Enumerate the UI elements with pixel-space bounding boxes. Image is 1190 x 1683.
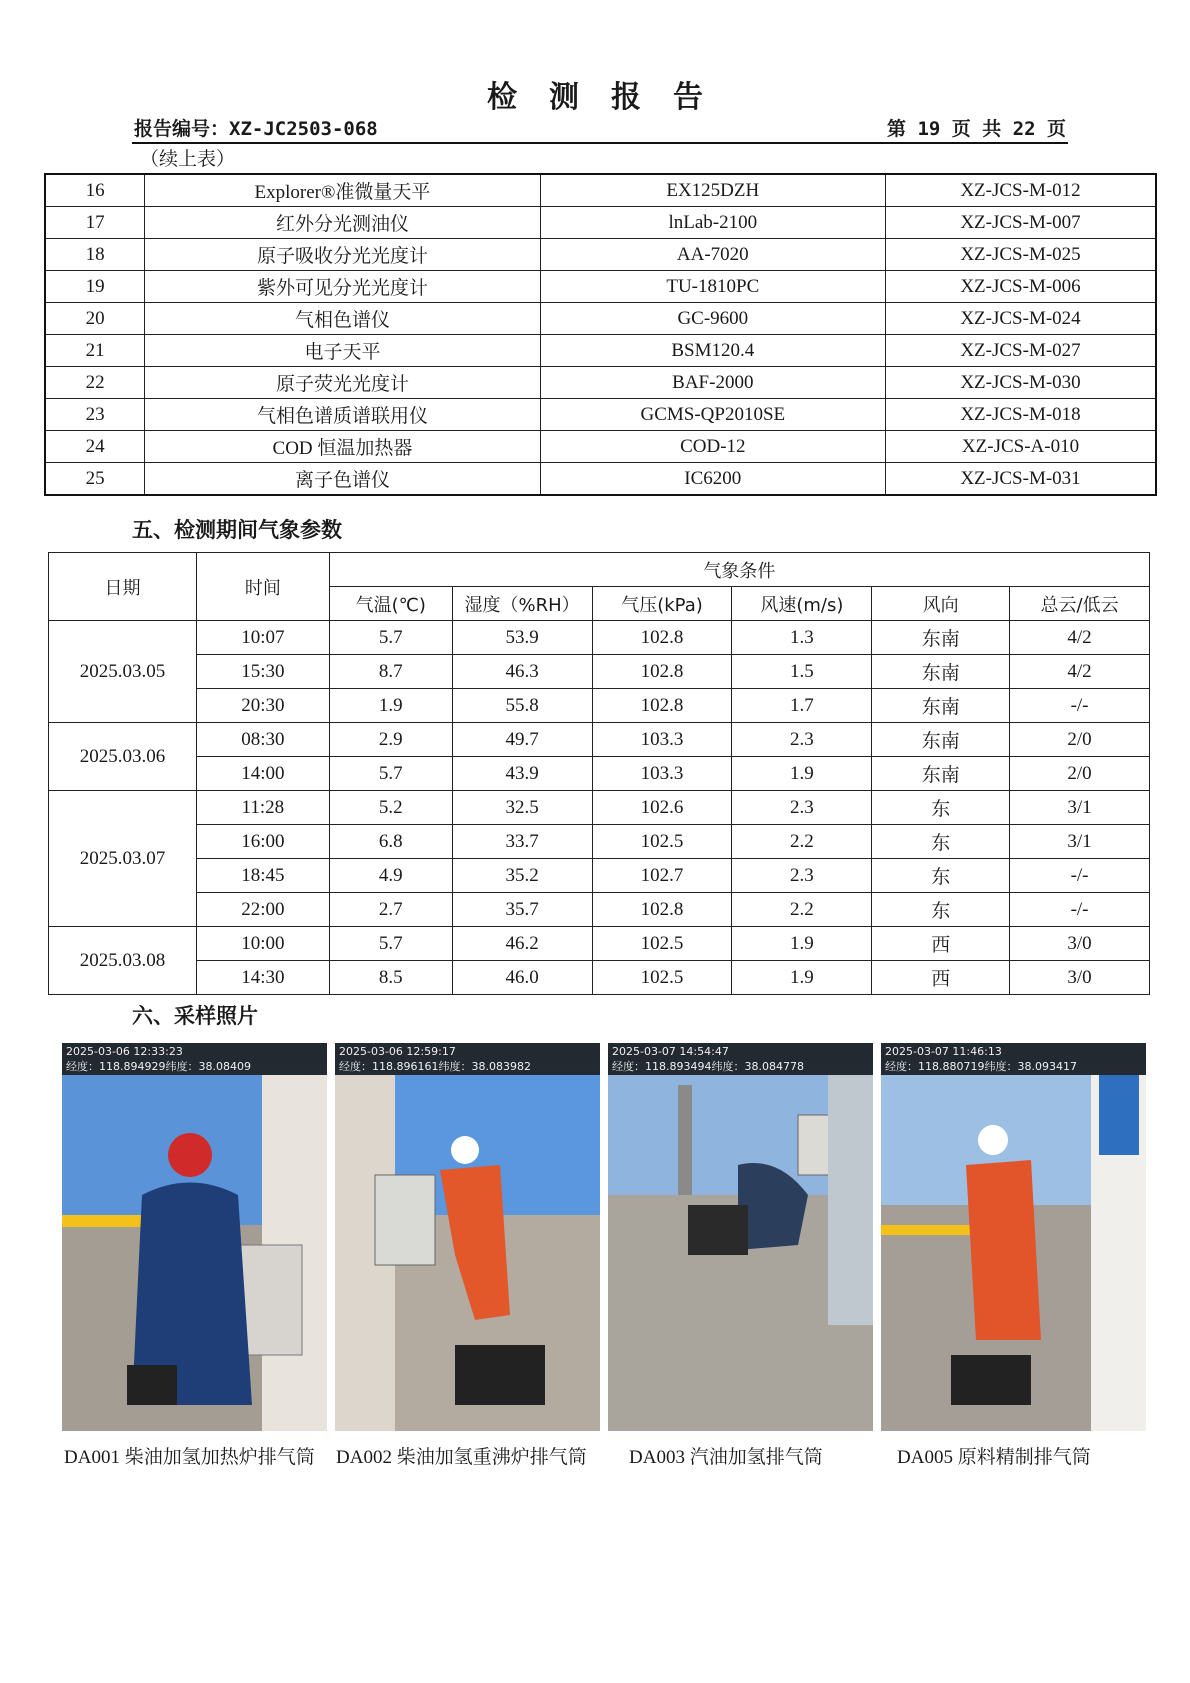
cell-time: 18:45 — [196, 859, 329, 893]
header-weather-group: 气象条件 — [329, 553, 1149, 587]
header-time: 时间 — [196, 553, 329, 621]
equipment-model: AA-7020 — [540, 239, 885, 271]
cell-wind-speed: 1.7 — [732, 689, 872, 723]
cell-wind-dir: 西 — [872, 961, 1010, 995]
equipment-model: BAF-2000 — [540, 367, 885, 399]
cell-wind-speed: 1.5 — [732, 655, 872, 689]
cell-time: 14:00 — [196, 757, 329, 791]
equipment-no: 25 — [45, 463, 145, 496]
cell-pressure: 102.8 — [592, 893, 732, 927]
cell-temp: 5.2 — [329, 791, 452, 825]
weather-row — [49, 655, 1150, 689]
cell-pressure: 102.8 — [592, 689, 732, 723]
photo-scene — [881, 1075, 1146, 1431]
header-humidity: 湿度（%RH） — [452, 587, 592, 621]
cell-time: 10:00 — [196, 927, 329, 961]
cell-cloud: 4/2 — [1010, 655, 1150, 689]
cell-humidity: 49.7 — [452, 723, 592, 757]
cell-cloud: 3/0 — [1010, 961, 1150, 995]
cell-cloud: 3/1 — [1010, 791, 1150, 825]
continued-note: （续上表） — [140, 148, 236, 170]
cell-wind-speed: 2.3 — [732, 723, 872, 757]
cell-humidity: 32.5 — [452, 791, 592, 825]
cell-time: 22:00 — [196, 893, 329, 927]
cell-wind-dir: 东南 — [872, 723, 1010, 757]
cell-wind-speed: 1.9 — [732, 961, 872, 995]
cell-time: 11:28 — [196, 791, 329, 825]
photo-scene — [62, 1075, 327, 1431]
equipment-model: IC6200 — [540, 463, 885, 496]
equipment-row — [45, 335, 1156, 367]
weather-row — [49, 893, 1150, 927]
equipment-name: 气相色谱质谱联用仪 — [145, 399, 540, 431]
cell-time: 10:07 — [196, 621, 329, 655]
equipment-name: 红外分光测油仪 — [145, 207, 540, 239]
sampling-photo-3 — [608, 1043, 873, 1431]
weather-row — [49, 961, 1150, 995]
equipment-name: 电子天平 — [145, 335, 540, 367]
cell-humidity: 46.3 — [452, 655, 592, 689]
cell-cloud: 3/0 — [1010, 927, 1150, 961]
cell-wind-dir: 东南 — [872, 757, 1010, 791]
cell-humidity: 55.8 — [452, 689, 592, 723]
cell-time: 20:30 — [196, 689, 329, 723]
cell-humidity: 46.2 — [452, 927, 592, 961]
cell-humidity: 53.9 — [452, 621, 592, 655]
equipment-code: XZ-JCS-M-025 — [886, 239, 1156, 271]
equipment-row — [45, 303, 1156, 335]
equipment-model: GCMS-QP2010SE — [540, 399, 885, 431]
cell-date: 2025.03.06 — [49, 723, 197, 791]
cell-pressure: 102.8 — [592, 621, 732, 655]
equipment-row — [45, 271, 1156, 303]
weather-table — [48, 552, 1150, 995]
report-title: 检测报告 — [487, 80, 735, 115]
weather-row — [49, 621, 1150, 655]
weather-row — [49, 791, 1150, 825]
equipment-model: BSM120.4 — [540, 335, 885, 367]
equipment-model: EX125DZH — [540, 174, 885, 207]
cell-time: 14:30 — [196, 961, 329, 995]
weather-row — [49, 825, 1150, 859]
cell-humidity: 33.7 — [452, 825, 592, 859]
photo-stamp: 2025-03-07 14:54:47 经度：118.893494纬度：38.084778 — [608, 1043, 873, 1075]
cell-wind-dir: 东 — [872, 791, 1010, 825]
equipment-table — [44, 173, 1157, 496]
cell-pressure: 103.3 — [592, 723, 732, 757]
cell-cloud: -/- — [1010, 689, 1150, 723]
cell-wind-speed: 2.2 — [732, 825, 872, 859]
equipment-row — [45, 399, 1156, 431]
header-cloud: 总云/低云 — [1010, 587, 1150, 621]
cell-humidity: 35.7 — [452, 893, 592, 927]
cell-wind-dir: 东 — [872, 859, 1010, 893]
cell-wind-dir: 东南 — [872, 689, 1010, 723]
cell-cloud: -/- — [1010, 893, 1150, 927]
equipment-name: 离子色谱仪 — [145, 463, 540, 496]
equipment-no: 16 — [45, 174, 145, 207]
sampling-photo-2 — [335, 1043, 600, 1431]
photo-stamp: 2025-03-06 12:59:17 经度：118.896161纬度：38.083982 — [335, 1043, 600, 1075]
section5-title: 五、检测期间气象参数 — [132, 518, 342, 542]
cell-date: 2025.03.07 — [49, 791, 197, 927]
sampling-photo-4 — [881, 1043, 1146, 1431]
cell-wind-speed: 2.3 — [732, 859, 872, 893]
photo-caption-2: DA002 柴油加氢重沸炉排气筒 — [336, 1447, 587, 1468]
cell-pressure: 102.6 — [592, 791, 732, 825]
cell-cloud: 3/1 — [1010, 825, 1150, 859]
cell-humidity: 43.9 — [452, 757, 592, 791]
equipment-code: XZ-JCS-M-012 — [886, 174, 1156, 207]
cell-humidity: 46.0 — [452, 961, 592, 995]
cell-time: 16:00 — [196, 825, 329, 859]
header-pressure: 气压(kPa) — [592, 587, 732, 621]
equipment-name: COD 恒温加热器 — [145, 431, 540, 463]
cell-temp: 2.9 — [329, 723, 452, 757]
cell-temp: 5.7 — [329, 621, 452, 655]
equipment-row — [45, 174, 1156, 207]
page-info: 第 19 页 共 22 页 — [887, 118, 1066, 140]
cell-wind-speed: 1.9 — [732, 757, 872, 791]
cell-pressure: 102.5 — [592, 927, 732, 961]
photo-stamp: 2025-03-07 11:46:13 经度：118.880719纬度：38.093417 — [881, 1043, 1146, 1075]
equipment-code: XZ-JCS-A-010 — [886, 431, 1156, 463]
cell-date: 2025.03.05 — [49, 621, 197, 723]
cell-wind-dir: 东南 — [872, 655, 1010, 689]
cell-wind-dir: 西 — [872, 927, 1010, 961]
cell-cloud: 2/0 — [1010, 757, 1150, 791]
equipment-no: 20 — [45, 303, 145, 335]
photo-caption-3: DA003 汽油加氢排气筒 — [629, 1447, 823, 1468]
equipment-code: XZ-JCS-M-024 — [886, 303, 1156, 335]
header-wind-dir: 风向 — [872, 587, 1010, 621]
equipment-name: 原子吸收分光光度计 — [145, 239, 540, 271]
equipment-no: 21 — [45, 335, 145, 367]
equipment-no: 23 — [45, 399, 145, 431]
report-meta-row — [132, 112, 1068, 144]
cell-time: 08:30 — [196, 723, 329, 757]
equipment-name: 气相色谱仪 — [145, 303, 540, 335]
cell-temp: 8.7 — [329, 655, 452, 689]
sampling-photos — [62, 1043, 1142, 1432]
photo-scene — [608, 1075, 873, 1431]
cell-time: 15:30 — [196, 655, 329, 689]
cell-wind-speed: 1.3 — [732, 621, 872, 655]
equipment-no: 19 — [45, 271, 145, 303]
equipment-no: 24 — [45, 431, 145, 463]
photo-caption-4: DA005 原料精制排气筒 — [897, 1447, 1091, 1468]
weather-row — [49, 757, 1150, 791]
header-temp: 气温(℃) — [329, 587, 452, 621]
cell-pressure: 102.5 — [592, 825, 732, 859]
report-number: 报告编号：XZ-JC2503-068 — [134, 118, 378, 140]
equipment-model: lnLab-2100 — [540, 207, 885, 239]
photo-stamp: 2025-03-06 12:33:23 经度：118.894929纬度：38.08409 — [62, 1043, 327, 1075]
cell-pressure: 102.8 — [592, 655, 732, 689]
equipment-name: Explorer®准微量天平 — [145, 174, 540, 207]
cell-wind-speed: 2.2 — [732, 893, 872, 927]
equipment-model: COD-12 — [540, 431, 885, 463]
cell-wind-speed: 1.9 — [732, 927, 872, 961]
equipment-row — [45, 239, 1156, 271]
equipment-model: GC-9600 — [540, 303, 885, 335]
photo-caption-1: DA001 柴油加氢加热炉排气筒 — [64, 1447, 315, 1468]
cell-temp: 5.7 — [329, 927, 452, 961]
equipment-name: 紫外可见分光光度计 — [145, 271, 540, 303]
cell-pressure: 102.7 — [592, 859, 732, 893]
equipment-row — [45, 207, 1156, 239]
weather-row — [49, 859, 1150, 893]
cell-temp: 6.8 — [329, 825, 452, 859]
equipment-row — [45, 367, 1156, 399]
sampling-photo-1 — [62, 1043, 327, 1431]
cell-cloud: -/- — [1010, 859, 1150, 893]
cell-temp: 1.9 — [329, 689, 452, 723]
equipment-code: XZ-JCS-M-007 — [886, 207, 1156, 239]
cell-temp: 4.9 — [329, 859, 452, 893]
equipment-row — [45, 463, 1156, 496]
cell-temp: 8.5 — [329, 961, 452, 995]
cell-cloud: 2/0 — [1010, 723, 1150, 757]
cell-wind-speed: 2.3 — [732, 791, 872, 825]
cell-wind-dir: 东 — [872, 893, 1010, 927]
section6-title: 六、采样照片 — [132, 1004, 258, 1028]
equipment-code: XZ-JCS-M-006 — [886, 271, 1156, 303]
cell-wind-dir: 东南 — [872, 621, 1010, 655]
equipment-no: 17 — [45, 207, 145, 239]
equipment-name: 原子荧光光度计 — [145, 367, 540, 399]
weather-row — [49, 723, 1150, 757]
equipment-code: XZ-JCS-M-030 — [886, 367, 1156, 399]
equipment-no: 18 — [45, 239, 145, 271]
equipment-code: XZ-JCS-M-018 — [886, 399, 1156, 431]
equipment-model: TU-1810PC — [540, 271, 885, 303]
cell-temp: 5.7 — [329, 757, 452, 791]
header-wind-speed: 风速(m/s) — [732, 587, 872, 621]
cell-humidity: 35.2 — [452, 859, 592, 893]
cell-pressure: 102.5 — [592, 961, 732, 995]
cell-temp: 2.7 — [329, 893, 452, 927]
equipment-code: XZ-JCS-M-031 — [886, 463, 1156, 496]
weather-row — [49, 927, 1150, 961]
cell-cloud: 4/2 — [1010, 621, 1150, 655]
equipment-code: XZ-JCS-M-027 — [886, 335, 1156, 367]
equipment-row — [45, 431, 1156, 463]
header-date: 日期 — [49, 553, 197, 621]
photo-scene — [335, 1075, 600, 1431]
equipment-no: 22 — [45, 367, 145, 399]
cell-date: 2025.03.08 — [49, 927, 197, 995]
cell-wind-dir: 东 — [872, 825, 1010, 859]
weather-row — [49, 689, 1150, 723]
cell-pressure: 103.3 — [592, 757, 732, 791]
